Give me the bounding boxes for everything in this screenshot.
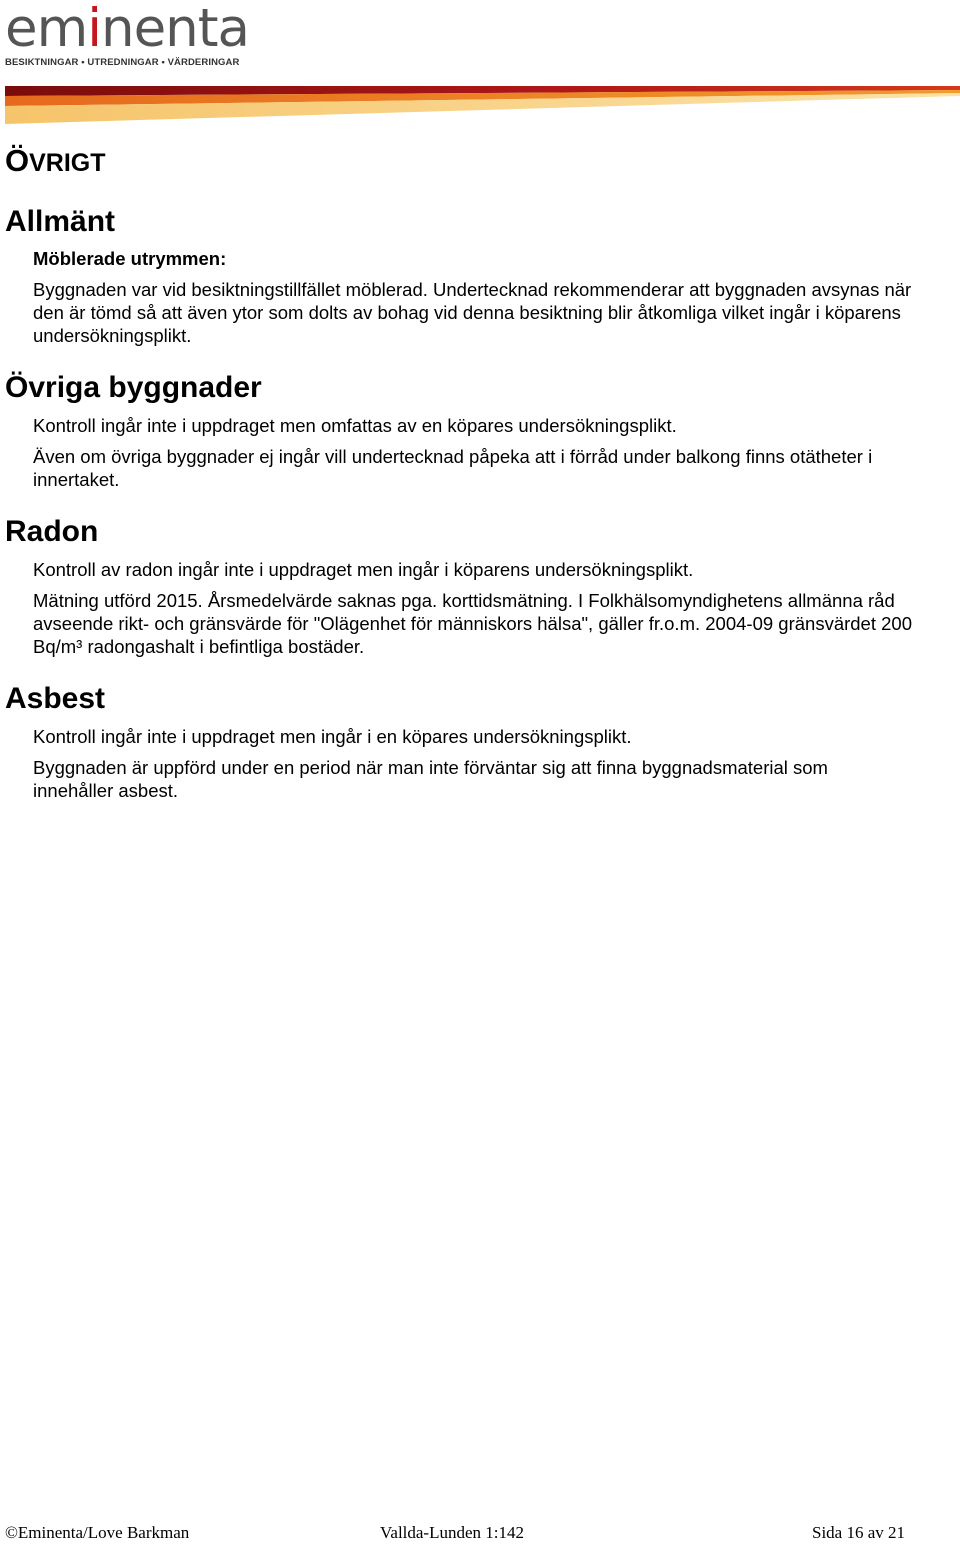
header-banner-stripes <box>5 86 960 126</box>
paragraph: Byggnaden är uppförd under en period när man inte förväntar sig att finna byggnadsmaterial som innehåller asbest. <box>33 757 828 801</box>
paragraph: Kontroll av radon ingår inte i uppdraget men ingår i köparens undersökningsplikt. <box>33 559 694 580</box>
page-footer <box>0 1522 960 1544</box>
logo-wordmark: eminenta <box>5 0 250 59</box>
paragraph: Byggnaden var vid besiktningstillfället möblerad. Undertecknad rekommenderar att byggnaden avsynas när den är tömd så att även ytor som dolts av bohag vid denna besiktning blir åtkomliga vilket ingår i köparens undersökningsplikt. <box>33 279 912 346</box>
paragraph: Mätning utförd 2015. Årsmedelvärde saknas pga. korttidsmätning. I Folkhälsomyndighetens allmänna råd avseende rikt- och gränsvärde för "Olägenhet för människors hälsa", gäller fr.o.m. 2004-09 gränsvärdet 200 Bq/m³ radongashalt i befintliga bostäder. <box>33 590 912 657</box>
footer-page-number: Sida 16 av 21 <box>812 1523 906 1542</box>
company-logo <box>5 0 250 72</box>
logo-tagline: BESIKTNINGAR • UTREDNINGAR • VÄRDERINGAR <box>5 57 240 68</box>
section-heading-radon: Radon <box>5 515 99 548</box>
section-heading-asbest: Asbest <box>5 682 106 715</box>
footer-author: ©Eminenta/Love Barkman <box>5 1523 190 1542</box>
footer-property: Vallda-Lunden 1:142 <box>380 1523 524 1542</box>
paragraph: Även om övriga byggnader ej ingår vill undertecknad påpeka att i förråd under balkong finns otätheter i innertaket. <box>33 446 873 490</box>
paragraph: Kontroll ingår inte i uppdraget men omfattas av en köpares undersökningsplikt. <box>33 415 677 436</box>
logo-accent-letter: i <box>87 0 101 59</box>
section-heading-ovriga-byggnader: Övriga byggnader <box>5 371 262 404</box>
section-heading-allmant: Allmänt <box>5 205 116 238</box>
paragraph: Kontroll ingår inte i uppdraget men ingår i en köpares undersökningsplikt. <box>33 726 632 747</box>
subheading-moblerade: Möblerade utrymmen: <box>33 248 227 269</box>
page-title: ÖVRIGT <box>5 143 106 178</box>
